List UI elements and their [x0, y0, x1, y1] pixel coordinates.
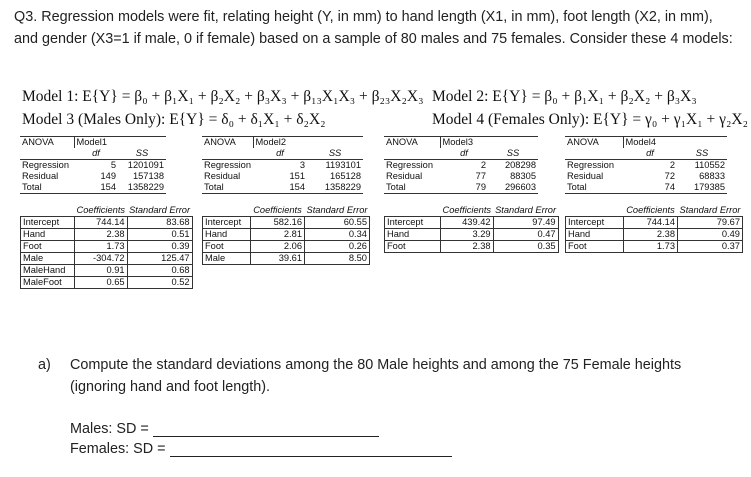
coef-header: Coefficients [76, 205, 126, 215]
ss-header: SS [307, 148, 363, 160]
model-2-equation: Model 2: E{Y} = β₀ + β₁X₁ + β₂X₂ + β₃X₃ [432, 88, 697, 105]
coef-value: 0.65 [75, 277, 128, 289]
row-label: Residual [567, 171, 604, 181]
se-value: 0.35 [493, 241, 558, 253]
se-value: 60.55 [305, 217, 370, 229]
coef-value: 2.81 [251, 229, 305, 241]
anova-table [565, 136, 727, 194]
coef-value: 2.38 [441, 241, 494, 253]
row-label: Residual [204, 171, 241, 181]
coef-header: Coefficients [442, 205, 492, 215]
coef-header: Coefficients [253, 205, 302, 215]
coef-value: 2.38 [75, 229, 128, 241]
row-label: Regression [567, 160, 615, 170]
model-name: Model1 [74, 137, 118, 149]
coef-value: 3.29 [441, 229, 494, 241]
df-value: 149 [100, 171, 116, 181]
coef-row-label: Hand [21, 229, 75, 241]
coef-value: 439.42 [441, 217, 494, 229]
ss-value: 110552 [694, 160, 725, 170]
question-text: Compute the standard deviations among the 80 Male heights and among the 75 Female heights (ignoring hand and foot length). [70, 357, 682, 395]
model-name: Model2 [253, 137, 307, 149]
se-value: 83.68 [127, 217, 192, 229]
ss-value: 165128 [330, 171, 362, 181]
row-label: Regression [22, 160, 70, 170]
se-value: 0.37 [678, 241, 743, 253]
row-label: Total [565, 182, 623, 194]
coef-row-label: MaleHand [21, 265, 75, 277]
coefficients-table [565, 205, 743, 253]
se-value: 0.49 [678, 229, 743, 241]
se-value: 0.52 [127, 277, 192, 289]
coef-row-label: Foot [566, 241, 624, 253]
ss-value: 1201091 [127, 160, 164, 170]
anova-label: ANOVA [565, 137, 623, 149]
coef-value: -304.72 [75, 253, 128, 265]
df-header: df [253, 148, 307, 160]
anova-table [20, 136, 166, 194]
se-header: Standard Error [679, 205, 741, 215]
ss-value: 1193101 [325, 160, 362, 170]
coef-value: 744.14 [75, 217, 128, 229]
ss-value: 179385 [677, 182, 727, 194]
coef-row-label: Hand [203, 229, 251, 241]
ss-value: 88305 [510, 171, 536, 181]
coef-header: Coefficients [626, 205, 675, 215]
males-sd-blank[interactable] [153, 422, 379, 437]
question-a [38, 354, 738, 398]
row-label: Total [384, 182, 440, 194]
females-sd-label: Females: SD = [70, 441, 166, 457]
ss-value: 157138 [132, 171, 164, 181]
coef-row-label: Intercept [21, 217, 75, 229]
model-name: Model4 [623, 137, 677, 149]
row-label: Total [202, 182, 253, 194]
se-header: Standard Error [129, 205, 191, 215]
row-label: Regression [386, 160, 434, 170]
df-value: 151 [289, 171, 306, 181]
ss-value: 296603 [488, 182, 538, 194]
df-value: 154 [74, 182, 118, 194]
df-header: df [440, 148, 488, 160]
row-label: Total [20, 182, 74, 194]
coef-row-label: Foot [385, 241, 441, 253]
model2-output-panel [202, 136, 370, 265]
coef-row-label: Male [203, 253, 251, 265]
coef-row-label: Intercept [203, 217, 251, 229]
ss-value: 1358229 [307, 182, 363, 194]
coef-value: 2.06 [251, 241, 305, 253]
anova-label: ANOVA [202, 137, 253, 149]
se-value: 0.51 [127, 229, 192, 241]
df-value: 77 [475, 171, 486, 181]
coef-row-label: Intercept [566, 217, 624, 229]
se-value: 8.50 [305, 253, 370, 265]
df-value: 79 [440, 182, 488, 194]
se-value: 79.67 [678, 217, 743, 229]
coef-row-label: Male [21, 253, 75, 265]
se-header: Standard Error [306, 205, 368, 215]
se-value: 0.39 [127, 241, 192, 253]
ss-value: 208298 [504, 160, 536, 170]
model-4-equation: Model 4 (Females Only): E{Y} = γ₀ + γ₁X₁ + γ₂X₂ [432, 111, 748, 128]
ss-value: 1358229 [118, 182, 166, 194]
model-1-equation: Model 1: E{Y} = β₀ + β₁X₁ + β₂X₂ + β₃X₃ + β₁₃X₁X₃ + β₂₃X₂X₃ [22, 88, 424, 105]
coef-value: 39.61 [251, 253, 305, 265]
se-value: 125.47 [127, 253, 192, 265]
df-header: df [74, 148, 118, 160]
question-letter: a) [38, 357, 51, 373]
df-header: df [623, 148, 677, 160]
df-value: 2 [669, 160, 675, 170]
coef-value: 1.73 [75, 241, 128, 253]
df-value: 3 [299, 160, 306, 170]
anova-table [384, 136, 538, 194]
coef-row-label: Hand [566, 229, 624, 241]
df-value: 154 [253, 182, 307, 194]
females-sd-blank[interactable] [170, 442, 452, 457]
coef-value: 744.14 [624, 217, 678, 229]
coefficients-table [20, 205, 193, 289]
model-3-equation: Model 3 (Males Only): E{Y} = δ₀ + δ₁X₁ + δ₂X₂ [22, 111, 326, 128]
df-value: 5 [110, 160, 116, 170]
ss-header: SS [118, 148, 166, 160]
coef-row-label: MaleFoot [21, 277, 75, 289]
model1-output-panel [20, 136, 193, 289]
coef-row-label: Foot [21, 241, 75, 253]
ss-header: SS [677, 148, 727, 160]
model4-output-panel [565, 136, 743, 253]
df-value: 72 [664, 171, 675, 181]
se-header: Standard Error [495, 205, 557, 215]
anova-label: ANOVA [384, 137, 440, 149]
row-label: Regression [204, 160, 252, 170]
coef-row-label: Hand [385, 229, 441, 241]
df-value: 2 [480, 160, 486, 170]
question-intro: Q3. Regression models were fit, relating height (Y, in mm) to hand length (X1, in mm), foot length (X2, in mm), and gender (X3=1 if male, 0 if female) based on a sample of 80 males and 75 females. Consider these 4 models: [14, 9, 733, 47]
anova-label: ANOVA [20, 137, 74, 149]
coef-value: 2.38 [624, 229, 678, 241]
se-value: 0.68 [127, 265, 192, 277]
males-sd-answer [70, 421, 379, 437]
females-sd-answer [70, 441, 452, 457]
coef-row-label: Foot [203, 241, 251, 253]
males-sd-label: Males: SD = [70, 421, 149, 437]
coef-row-label: Intercept [385, 217, 441, 229]
coef-value: 1.73 [624, 241, 678, 253]
ss-header: SS [488, 148, 538, 160]
ss-value: 68833 [699, 171, 725, 181]
model3-output-panel [384, 136, 559, 253]
coef-value: 582.16 [251, 217, 305, 229]
df-value: 74 [623, 182, 677, 194]
row-label: Residual [386, 171, 423, 181]
coefficients-table [384, 205, 559, 253]
se-value: 0.47 [493, 229, 558, 241]
se-value: 0.34 [305, 229, 370, 241]
row-label: Residual [22, 171, 59, 181]
anova-table [202, 136, 363, 194]
model-name: Model3 [440, 137, 488, 149]
coef-value: 0.91 [75, 265, 128, 277]
coefficients-table [202, 205, 370, 265]
se-value: 0.26 [305, 241, 370, 253]
se-value: 97.49 [493, 217, 558, 229]
